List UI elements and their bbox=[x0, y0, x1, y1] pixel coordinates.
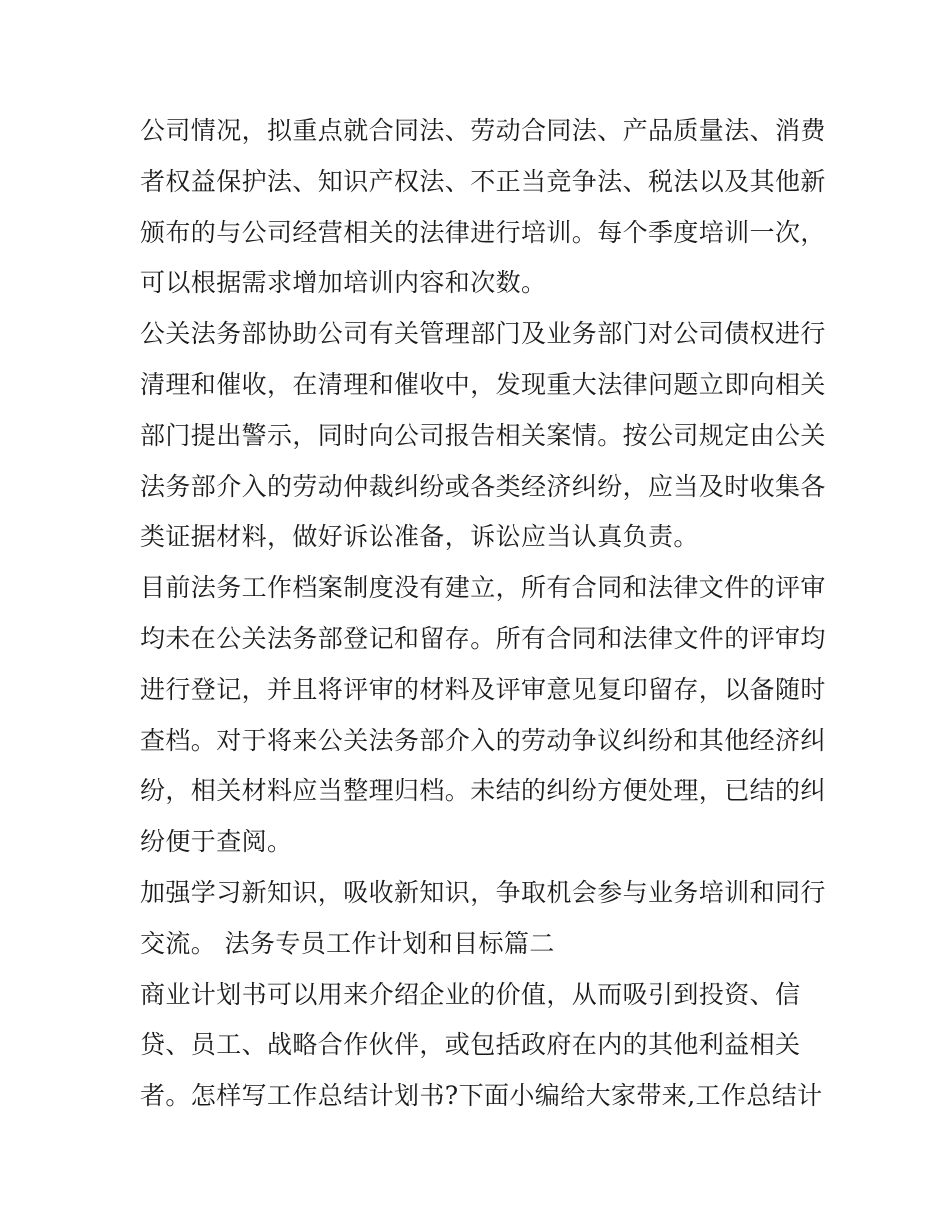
text-line: 部门提出警示，同时向公司报告相关案情。按公司规定由公关 bbox=[140, 420, 826, 450]
text-line: 纷，相关材料应当整理归档。未结的纠纷方便处理，已结的纠 bbox=[140, 776, 826, 806]
document-body bbox=[140, 106, 826, 1122]
text-line: 法务部介入的劳动仲裁纠纷或各类经济纠纷，应当及时收集各 bbox=[140, 471, 826, 501]
text-line: 类证据材料，做好诉讼准备，诉讼应当认真负责。 bbox=[140, 522, 699, 552]
text-line: 公关法务部协助公司有关管理部门及业务部门对公司债权进行 bbox=[140, 319, 826, 349]
text-line: 颁布的与公司经营相关的法律进行培训。每个季度培训一次， bbox=[140, 217, 826, 247]
text-line: 加强学习新知识，吸收新知识，争取机会参与业务培训和同行 bbox=[140, 877, 826, 907]
paragraph-5 bbox=[140, 970, 823, 1122]
text-line: 可以根据需求增加培训内容和次数。 bbox=[140, 268, 547, 298]
text-line: 贷、员工、战略合作伙伴，或包括政府在内的其他利益相关 bbox=[140, 1030, 801, 1060]
paragraph-1 bbox=[140, 106, 826, 309]
paragraph-2 bbox=[140, 309, 826, 563]
paragraph-3 bbox=[140, 563, 826, 868]
text-line: 纷便于查阅。 bbox=[140, 827, 293, 857]
text-line: 者权益保护法、知识产权法、不正当竞争法、税法以及其他新 bbox=[140, 166, 826, 196]
text-line: 目前法务工作档案制度没有建立，所有合同和法律文件的评审 bbox=[140, 573, 826, 603]
text-line: 交流。 法务专员工作计划和目标篇二 bbox=[140, 928, 555, 958]
text-line: 查档。对于将来公关法务部介入的劳动争议纠纷和其他经济纠 bbox=[140, 725, 826, 755]
text-line: 均未在公关法务部登记和留存。所有合同和法律文件的评审均 bbox=[140, 623, 826, 653]
paragraph-4 bbox=[140, 868, 826, 970]
text-line: 清理和催收，在清理和催收中，发现重大法律问题立即向相关 bbox=[140, 369, 826, 399]
text-line: 进行登记，并且将评审的材料及评审意见复印留存，以备随时 bbox=[140, 674, 826, 704]
text-line: 者。怎样写工作总结计划书?下面小编给大家带来,工作总结计 bbox=[140, 1081, 823, 1111]
text-line: 商业计划书可以用来介绍企业的价值，从而吸引到投资、信 bbox=[140, 979, 801, 1009]
text-line: 公司情况，拟重点就合同法、劳动合同法、产品质量法、消费 bbox=[140, 116, 826, 145]
